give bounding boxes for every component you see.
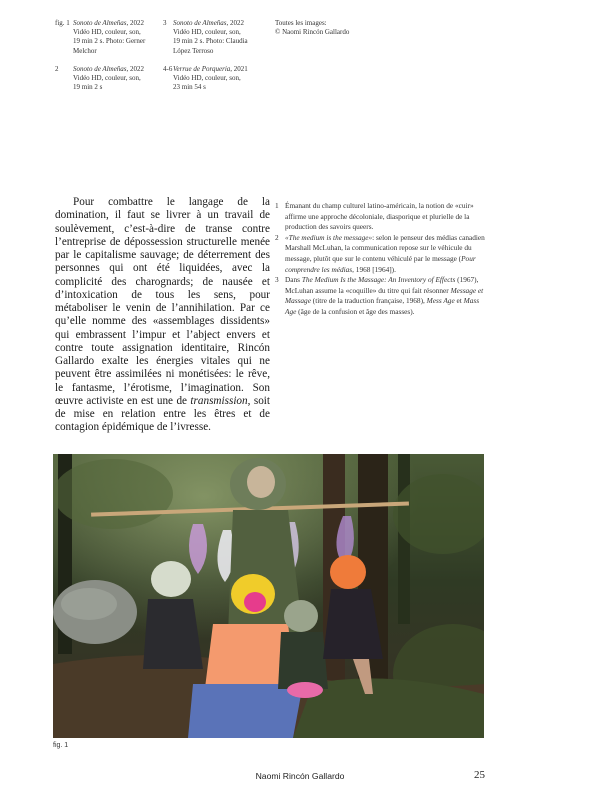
- caption-line: 19 min 2 s: [73, 83, 103, 92]
- caption-line: 19 min 2 s. Photo: Gerner: [73, 37, 146, 46]
- caption-title: Verrue de Porqueria: [173, 65, 231, 73]
- footnote-1: [275, 201, 487, 233]
- footnote-emphasis: Mess Age: [426, 296, 455, 306]
- photo-illustration: [53, 454, 484, 738]
- footnote-emphasis: The Medium Is the Massage: An Inventory of Effects: [301, 275, 456, 285]
- caption-line: 23 min 54 s: [173, 83, 206, 92]
- footnote-emphasis: Message et Massage: [285, 285, 484, 306]
- caption-year: , 2022: [126, 19, 145, 27]
- footnotes: [275, 201, 487, 318]
- caption-title: Sonoto de Almeñas: [173, 19, 227, 27]
- caption-line: Vidéo HD, couleur, son,: [73, 74, 141, 83]
- caption-year: , 2021: [230, 65, 248, 73]
- caption-fig-2: [55, 65, 144, 93]
- caption-year: , 2022: [226, 19, 245, 27]
- figure-photo: [53, 454, 484, 738]
- footnote-text: Émanant du champ culturel latino-américain, la notion de «cuir» affirme une approche décoloniale, diasporique et plurielle de la production des savoirs queers.: [285, 201, 474, 232]
- footnote-number: 3: [275, 275, 279, 285]
- credits-line: Toutes les images:: [275, 19, 327, 27]
- footnote-emphasis: Pour comprendre les médias: [285, 253, 476, 274]
- paragraph-emphasis: transmission: [190, 394, 248, 407]
- caption-line: Melchor: [73, 46, 97, 55]
- caption-line: 19 min 2 s. Photo: Claudia: [173, 37, 248, 46]
- footnote-text: et: [454, 296, 464, 306]
- caption-line: Vidéo HD, couleur, son,: [173, 28, 241, 37]
- caption-line: Vidéo HD, couleur, son,: [173, 74, 241, 83]
- caption-title: Sonoto de Almeñas: [73, 19, 127, 27]
- paragraph-text: Pour combattre le langage de la domination, il faut se livrer à un travail de soulèvement, c’est-à-dire de transe contre l’entreprise de dépossession structurelle menée par le capitalisme sauvage; de déterrement des personnes qui ont été liquidées, avec la complicité des charognards; de nausée et d’intoxication de tous les sens, pour métaboliser le venin de l’annihilation. Par ce qu’elle nomme des «assemblages dissidents» qui embrassent l’impur et l’abject envers et contre toute assignation identitaire, Rincón Gallardo exalte les énergies vitales qui ne peuvent être assimilées ni monétisées: le rêve, le fantasme, l’érotisme, l’imagination. Son œuvre activiste en est une de: [55, 196, 270, 407]
- caption-number: 4-6: [163, 65, 173, 73]
- footnote-3: [275, 275, 487, 317]
- footer-author: Naomi Rincón Gallardo: [255, 771, 345, 781]
- footnote-text: , 1968 [1964]).: [352, 264, 396, 274]
- main-paragraph: [55, 196, 270, 435]
- caption-fig-4-6: [163, 65, 248, 93]
- caption-fig-1: [55, 19, 145, 56]
- caption-line: Vidéo HD, couleur, son,: [73, 28, 141, 37]
- caption-year: , 2022: [126, 65, 145, 73]
- caption-title: Sonoto de Almeñas: [73, 65, 127, 73]
- caption-line: López Terroso: [173, 46, 214, 55]
- footnote-emphasis: «The medium is the message»: [285, 232, 373, 242]
- footnote-text: (1967), McLuhan assume la «coquille» du titre qui fait résonner: [285, 275, 479, 295]
- footnote-text: (âge de la confusion et âge des masses).: [296, 306, 415, 316]
- caption-number: fig. 1: [55, 19, 70, 27]
- figure-label: fig. 1: [53, 742, 69, 749]
- caption-number: 3: [163, 19, 167, 27]
- footnote-text: (titre de la traduction française, 1968),: [310, 296, 427, 306]
- credits-line: © Naomi Rincón Gallardo: [275, 28, 350, 37]
- footnote-number: 2: [275, 232, 279, 242]
- footnote-text: Dans: [285, 275, 302, 285]
- image-credits: [275, 19, 349, 37]
- footnote-number: 1: [275, 201, 279, 210]
- footnote-emphasis: Mass Age: [285, 296, 480, 316]
- caption-fig-3: [163, 19, 248, 56]
- paragraph-text-end: , soit de mise en relation entre les êtres et de contagion épidémique de l’ivresse.: [55, 394, 270, 434]
- footnote-2: [275, 233, 487, 275]
- page-number: 25: [474, 769, 485, 781]
- footnote-text: : selon le penseur des médias canadien Marshall McLuhan, la communication repose sur le véhicule du message, plutôt que sur le contenu véhiculé par le message (: [285, 232, 485, 263]
- caption-number: 2: [55, 65, 59, 73]
